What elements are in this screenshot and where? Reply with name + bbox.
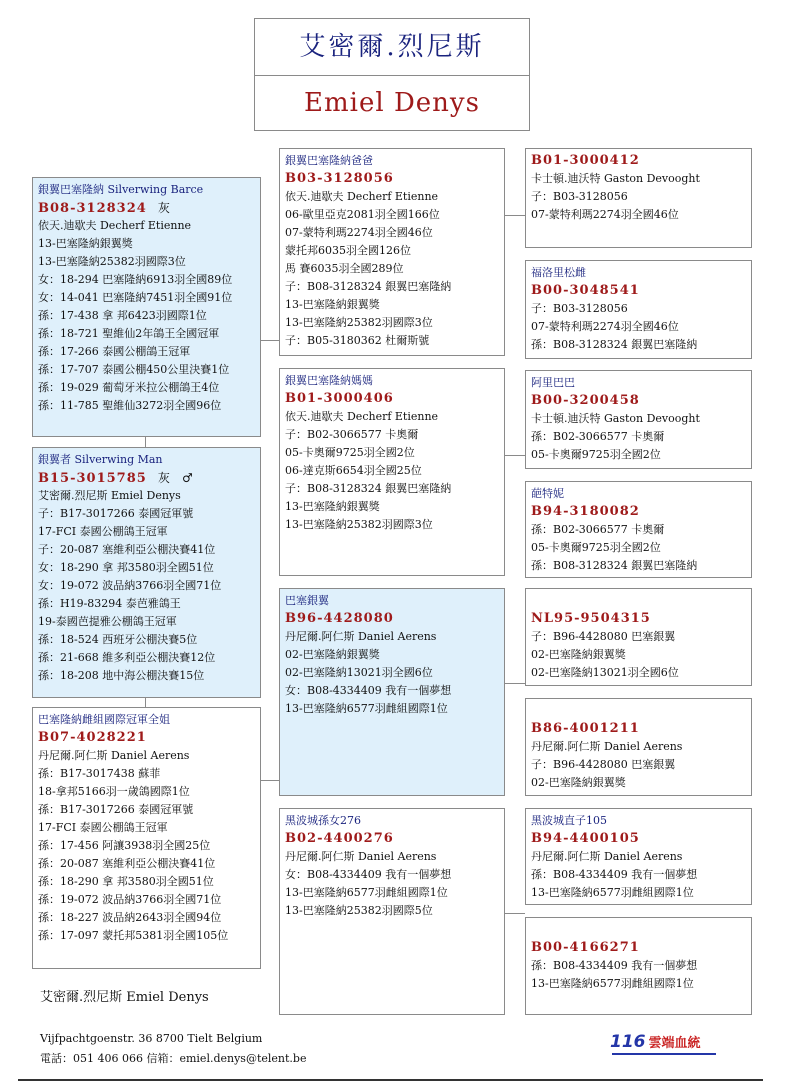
gen2-line: 06-歐里亞克2081羽全國166位 bbox=[285, 208, 440, 221]
connector-sire-to-gen2 bbox=[261, 340, 279, 341]
connector-gen2-to-gen3-d bbox=[505, 913, 525, 914]
gen2-line: 丹尼爾.阿仁斯 Daniel Aerens bbox=[285, 630, 437, 643]
dam-line: 孫：20-087 塞維利亞公棚決賽41位 bbox=[38, 857, 216, 870]
gen2-line: 02-巴塞隆納銀翼獎 bbox=[285, 648, 380, 661]
sire-line: 孫：H19-83294 泰芭雅鴿王 bbox=[38, 597, 181, 610]
logo-text: 雲端血統 bbox=[648, 1036, 701, 1051]
gen3-line: 子：B96-4428080 巴塞銀翼 bbox=[531, 630, 676, 643]
brand-logo bbox=[610, 1032, 701, 1052]
gen3-line: 子：B03-3128056 bbox=[531, 190, 628, 203]
subject-line: 女：18-294 巴塞隆納6913羽全國89位 bbox=[38, 273, 233, 286]
logo-number: 116 bbox=[610, 1032, 646, 1052]
gen3-ring-number: B94-3180082 bbox=[531, 504, 640, 519]
subject-color: 灰 bbox=[157, 201, 171, 215]
dam-line: 孫：19-072 波品納3766羽全國71位 bbox=[38, 893, 222, 906]
granddam-paternal-card bbox=[279, 368, 505, 576]
gen2-line: 07-蒙特利瑪2274羽全國46位 bbox=[285, 226, 433, 239]
gen2-line: 02-巴塞隆納13021羽全國6位 bbox=[285, 666, 433, 679]
gen3-line: 子：B96-4428080 巴塞銀翼 bbox=[531, 758, 676, 771]
owner-address: Vijfpachtgoenstr. 36 8700 Tielt Belgium bbox=[40, 1032, 263, 1045]
gen3-ring-number: B01-3000412 bbox=[531, 153, 640, 168]
subject-name: 銀翼巴塞隆納 Silverwing Barce bbox=[38, 183, 204, 196]
gen2-line: 13-巴塞隆納銀翼獎 bbox=[285, 500, 380, 513]
gen3-line: 13-巴塞隆納6577羽雌組國際1位 bbox=[531, 886, 694, 899]
gen2-line: 13-巴塞隆納6577羽雌組國際1位 bbox=[285, 702, 448, 715]
gen2-name: 銀翼巴塞隆納爸爸 bbox=[285, 154, 373, 167]
subject-line: 13-巴塞隆納25382羽國際3位 bbox=[38, 255, 186, 268]
gen3-ring-number: B00-3200458 bbox=[531, 393, 640, 408]
subject-line: 孫：17-438 拿 邦6423羽國際1位 bbox=[38, 309, 207, 322]
gen3-line: 02-巴塞隆納銀翼獎 bbox=[531, 648, 626, 661]
sire-line: 子：20-087 塞維利亞公棚決賽41位 bbox=[38, 543, 216, 556]
subject-line: 孫：19-029 葡萄牙米拉公棚鴿王4位 bbox=[38, 381, 220, 394]
male-symbol-icon: ♂ bbox=[181, 471, 194, 485]
gen3-line: 孫：B08-4334409 我有一個夢想 bbox=[531, 959, 698, 972]
gen3-line: 孫：B08-3128324 銀翼巴塞隆納 bbox=[531, 559, 698, 572]
gen3-name: 福洛里松雌 bbox=[531, 266, 586, 279]
sire-line: 孫：21-668 維多利亞公棚決賽12位 bbox=[38, 651, 216, 664]
page-bottom-rule bbox=[18, 1079, 763, 1081]
dam-line: 孫：B17-3017266 泰國冠軍號 bbox=[38, 803, 194, 816]
sire-line: 子：B17-3017266 泰國冠軍號 bbox=[38, 507, 194, 520]
gen2-line: 13-巴塞隆納6577羽雌組國際1位 bbox=[285, 886, 448, 899]
owner-contact: 電話：051 406 066 信箱：emiel.denys@telent.be bbox=[40, 1052, 307, 1065]
gen3-line: 丹尼爾.阿仁斯 Daniel Aerens bbox=[531, 740, 683, 753]
sire-ring-number: B15-3015785 bbox=[38, 471, 147, 486]
ancestor-card-4 bbox=[525, 481, 752, 578]
gen2-line: 13-巴塞隆納銀翼獎 bbox=[285, 298, 380, 311]
ancestor-card-8 bbox=[525, 917, 752, 1015]
gen3-line: 卡士頓.迪沃特 Gaston Devooght bbox=[531, 172, 700, 185]
connector-sire-dam-vertical bbox=[145, 437, 146, 447]
sire-line: 19-泰國芭提雅公棚鴿王冠軍 bbox=[38, 615, 177, 628]
gen3-line: 子：B03-3128056 bbox=[531, 302, 628, 315]
dam-name: 巴塞隆納雌組國際冠軍全姐 bbox=[38, 713, 170, 726]
dam-line: 孫：17-456 阿讓3938羽全國25位 bbox=[38, 839, 211, 852]
gen2-line: 子：B05-3180362 杜爾斯號 bbox=[285, 334, 430, 347]
dam-line: 孫：18-290 拿 邦3580羽全國51位 bbox=[38, 875, 214, 888]
gen2-ring-number: B03-3128056 bbox=[285, 171, 394, 186]
gen2-line: 06-達克斯6654羽全國25位 bbox=[285, 464, 422, 477]
gen3-line: 丹尼爾.阿仁斯 Daniel Aerens bbox=[531, 850, 683, 863]
sire-name: 銀翼者 Silverwing Man bbox=[38, 453, 163, 466]
gen2-line: 子：B02-3066577 卡奧爾 bbox=[285, 428, 419, 441]
dam-line: 丹尼爾.阿仁斯 Daniel Aerens bbox=[38, 749, 190, 762]
gen2-line: 馬 賽6035羽全國289位 bbox=[285, 262, 404, 275]
gen2-line: 依天.迪歇夫 Decherf Etienne bbox=[285, 410, 439, 423]
owner-title-english: Emiel Denys bbox=[304, 88, 480, 118]
dam-line: 孫：18-227 波品納2643羽全國94位 bbox=[38, 911, 222, 924]
dam-ring-number: B07-4028221 bbox=[38, 730, 147, 745]
subject-ring-number: B08-3128324 bbox=[38, 201, 147, 216]
dam-line: 17-FCI 泰國公棚鴿王冠軍 bbox=[38, 821, 168, 834]
subject-line: 孫：11-785 聖維仙3272羽全國96位 bbox=[38, 399, 222, 412]
gen3-line: 05-卡奧爾9725羽全國2位 bbox=[531, 448, 661, 461]
ancestor-card-2 bbox=[525, 260, 752, 359]
gen2-line: 依天.迪歇夫 Decherf Etienne bbox=[285, 190, 439, 203]
ancestor-card-3 bbox=[525, 370, 752, 469]
gen3-ring-number: B00-3048541 bbox=[531, 283, 640, 298]
subject-line: 孫：17-266 泰國公棚鴿王冠軍 bbox=[38, 345, 191, 358]
ancestor-card-1 bbox=[525, 148, 752, 248]
subject-line: 13-巴塞隆納銀翼獎 bbox=[38, 237, 133, 250]
sire-line: 17-FCI 泰國公棚鴿王冠軍 bbox=[38, 525, 168, 538]
gen2-line: 子：B08-3128324 銀翼巴塞隆納 bbox=[285, 280, 452, 293]
gen3-line: 卡士頓.迪沃特 Gaston Devooght bbox=[531, 412, 700, 425]
sire-line: 孫：18-524 西班牙公棚決賽5位 bbox=[38, 633, 198, 646]
connector-sire-dam-vertical-lower bbox=[145, 698, 146, 707]
sire-line: 艾密爾.烈尼斯 Emiel Denys bbox=[38, 489, 181, 502]
gen3-line: 07-蒙特利瑪2274羽全國46位 bbox=[531, 208, 679, 221]
gen2-line: 蒙托邦6035羽全國126位 bbox=[285, 244, 411, 257]
connector-gen2-to-gen3-a bbox=[505, 215, 525, 216]
subject-ring-row bbox=[38, 199, 260, 217]
gen3-line: 孫：B08-3128324 銀翼巴塞隆納 bbox=[531, 338, 698, 351]
gen2-line: 05-卡奧爾9725羽全國2位 bbox=[285, 446, 415, 459]
gen2-line: 13-巴塞隆納25382羽國際5位 bbox=[285, 904, 433, 917]
gen3-name: 黑波城直子105 bbox=[531, 814, 607, 827]
granddam-maternal-card bbox=[279, 808, 505, 1015]
dam-line: 18-拿邦5166羽一歲鴿國際1位 bbox=[38, 785, 190, 798]
grandsire-maternal-card bbox=[279, 588, 505, 796]
pedigree-title-box bbox=[254, 18, 530, 131]
dam-line: 孫：B17-3017438 蘇菲 bbox=[38, 767, 161, 780]
gen2-name: 銀翼巴塞隆納媽媽 bbox=[285, 374, 373, 387]
subject-line: 女：14-041 巴塞隆納7451羽全國91位 bbox=[38, 291, 233, 304]
logo-underline bbox=[612, 1053, 716, 1055]
gen2-name: 黑波城孫女276 bbox=[285, 814, 361, 827]
sire-line: 孫：18-208 地中海公棚決賽15位 bbox=[38, 669, 205, 682]
gen3-line: 孫：B02-3066577 卡奧爾 bbox=[531, 523, 665, 536]
owner-signature: 艾密爾.烈尼斯 Emiel Denys bbox=[40, 990, 209, 1005]
gen2-line: 子：B08-3128324 銀翼巴塞隆納 bbox=[285, 482, 452, 495]
gen3-line: 孫：B02-3066577 卡奧爾 bbox=[531, 430, 665, 443]
gen2-ring-number: B96-4428080 bbox=[285, 611, 394, 626]
sire-color: 灰 bbox=[157, 471, 171, 485]
gen3-line: 孫：B08-4334409 我有一個夢想 bbox=[531, 868, 698, 881]
gen2-line: 13-巴塞隆納25382羽國際3位 bbox=[285, 316, 433, 329]
gen2-line: 女：B08-4334409 我有一個夢想 bbox=[285, 868, 452, 881]
subject-pigeon-card bbox=[32, 177, 261, 437]
gen2-ring-number: B01-3000406 bbox=[285, 391, 394, 406]
gen3-name: 阿里巴巴 bbox=[531, 376, 575, 389]
ancestor-card-5 bbox=[525, 588, 752, 686]
subject-line: 孫：18-721 聖維仙2年鴿王全國冠軍 bbox=[38, 327, 220, 340]
connector-gen2-to-gen3-c bbox=[505, 683, 525, 684]
dam-line: 孫：17-097 蒙托邦5381羽全國105位 bbox=[38, 929, 229, 942]
grandsire-paternal-card bbox=[279, 148, 505, 356]
gen2-line: 丹尼爾.阿仁斯 Daniel Aerens bbox=[285, 850, 437, 863]
dam-card bbox=[32, 707, 261, 969]
gen2-ring-number: B02-4400276 bbox=[285, 831, 394, 846]
sire-card bbox=[32, 447, 261, 698]
gen3-line: 05-卡奧爾9725羽全國2位 bbox=[531, 541, 661, 554]
gen3-line: 13-巴塞隆納6577羽雌組國際1位 bbox=[531, 977, 694, 990]
owner-title-chinese: 艾密爾.烈尼斯 bbox=[255, 19, 529, 76]
gen3-line: 07-蒙特利瑪2274羽全國46位 bbox=[531, 320, 679, 333]
gen3-ring-number: B94-4400105 bbox=[531, 831, 640, 846]
sire-line: 女：19-072 波品納3766羽全國71位 bbox=[38, 579, 222, 592]
gen2-line: 女：B08-4334409 我有一個夢想 bbox=[285, 684, 452, 697]
connector-dam-to-gen2 bbox=[261, 780, 279, 781]
gen3-ring-number: B86-4001211 bbox=[531, 721, 640, 736]
subject-line: 依天.迪歇夫 Decherf Etienne bbox=[38, 219, 192, 232]
gen3-line: 02-巴塞隆納13021羽全國6位 bbox=[531, 666, 679, 679]
sire-line: 女：18-290 拿 邦3580羽全國51位 bbox=[38, 561, 214, 574]
gen3-name: 葩特妮 bbox=[531, 487, 564, 500]
gen3-ring-number: B00-4166271 bbox=[531, 940, 640, 955]
connector-gen2-to-gen3-b bbox=[505, 455, 525, 456]
gen3-line: 02-巴塞隆納銀翼獎 bbox=[531, 776, 626, 789]
gen3-ring-number: NL95-9504315 bbox=[531, 611, 651, 626]
subject-line: 孫：17-707 泰國公棚450公里決賽1位 bbox=[38, 363, 230, 376]
ancestor-card-7 bbox=[525, 808, 752, 905]
sire-ring-row bbox=[38, 469, 260, 487]
ancestor-card-6 bbox=[525, 698, 752, 796]
gen2-name: 巴塞銀翼 bbox=[285, 594, 329, 607]
gen2-line: 13-巴塞隆納25382羽國際3位 bbox=[285, 518, 433, 531]
